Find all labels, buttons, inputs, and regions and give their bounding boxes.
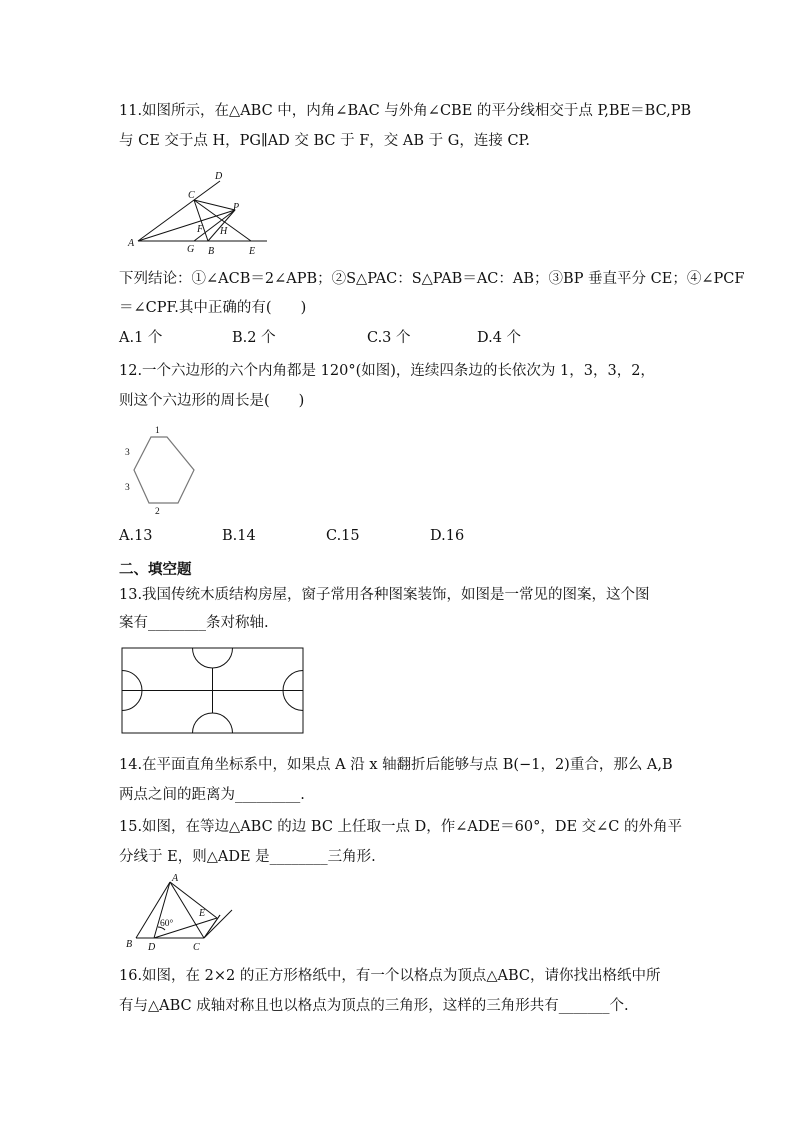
q12-option-b[interactable]: B.14 (222, 528, 256, 544)
q15-line-2: 分线于 E，则△ADE 是________三角形. (119, 849, 376, 865)
q13-line-2: 案有________条对称轴. (119, 615, 269, 631)
q11-option-b[interactable]: B.2 个 (232, 330, 276, 346)
q15-label-c: C (193, 942, 200, 953)
q12-label-bottom: 2 (155, 507, 160, 517)
q12-line-2: 则这个六边形的周长是( ) (119, 393, 305, 409)
q11-label-f: F (197, 224, 204, 235)
q15-label-d: D (148, 942, 156, 953)
q11-line-2: 与 CE 交于点 H，PG∥AD 交 BC 于 F，交 AB 于 G，连接 CP. (119, 133, 530, 149)
q11-label-c: C (188, 190, 195, 201)
q11-label-a: A (128, 238, 135, 249)
q12-label-upper-left: 3 (125, 448, 130, 458)
q11-label-g: G (187, 244, 195, 255)
q15-label-b: B (126, 939, 133, 950)
q16-line-1: 16.如图，在 2×2 的正方形格纸中，有一个以格点为顶点△ABC，请你找出格纸中所 (119, 968, 661, 984)
q11-label-p: P (233, 202, 240, 213)
q11-conclusion-line-1: 下列结论：①∠ACB＝2∠APB；②S△PAC：S△PAB＝AC：AB；③BP 垂直平分 CE；④∠PCF (119, 271, 745, 287)
q11-label-b: B (208, 246, 215, 257)
q12-line-1: 12.一个六边形的六个内角都是 120°(如图)，连续四条边的长依次为 1，3，3，2， (119, 363, 655, 379)
q12-label-lower-left: 3 (125, 483, 130, 493)
q11-conclusion-line-2: ＝∠CPF.其中正确的有( ) (119, 300, 307, 316)
q15-label-a: A (172, 873, 179, 884)
q12-option-d[interactable]: D.16 (430, 528, 465, 544)
q11-option-d[interactable]: D.4 个 (477, 330, 522, 346)
q12-option-a[interactable]: A.13 (119, 528, 153, 544)
q14-line-1: 14.在平面直角坐标系中，如果点 A 沿 x 轴翻折后能够与点 B(−1，2)重合，那么 A,B (119, 757, 673, 773)
q15-figure (120, 872, 230, 954)
q15-label-e: E (199, 908, 206, 919)
q15-line-1: 15.如图，在等边△ABC 的边 BC 上任取一点 D，作∠ADE＝60°，DE 交∠C 的外角平 (119, 819, 682, 835)
q11-option-c[interactable]: C.3 个 (367, 330, 411, 346)
q16-line-2: 有与△ABC 成轴对称且也以格点为顶点的三角形，这样的三角形共有_______个. (119, 998, 629, 1014)
q14-line-2: 两点之间的距离为_________. (119, 787, 305, 803)
q11-label-e: E (249, 246, 256, 257)
q12-option-c[interactable]: C.15 (326, 528, 360, 544)
q13-line-1: 13.我国传统木质结构房屋，窗子常用各种图案装饰，如图是一常见的图案，这个图 (119, 587, 650, 603)
q11-label-d: D (215, 171, 223, 182)
q13-window-pattern-figure (121, 647, 305, 735)
q12-hexagon-figure (120, 423, 200, 518)
q11-line-1: 11.如图所示，在△ABC 中，内角∠BAC 与外角∠CBE 的平分线相交于点 P,BE＝BC,PB (119, 103, 692, 119)
q11-figure (125, 168, 275, 258)
q11-option-a[interactable]: A.1 个 (119, 330, 163, 346)
section-heading-fill-in: 二、填空题 (119, 561, 192, 578)
q15-angle-label: 60° (160, 919, 174, 929)
q11-label-h: H (220, 226, 228, 237)
q12-label-top: 1 (155, 426, 160, 436)
